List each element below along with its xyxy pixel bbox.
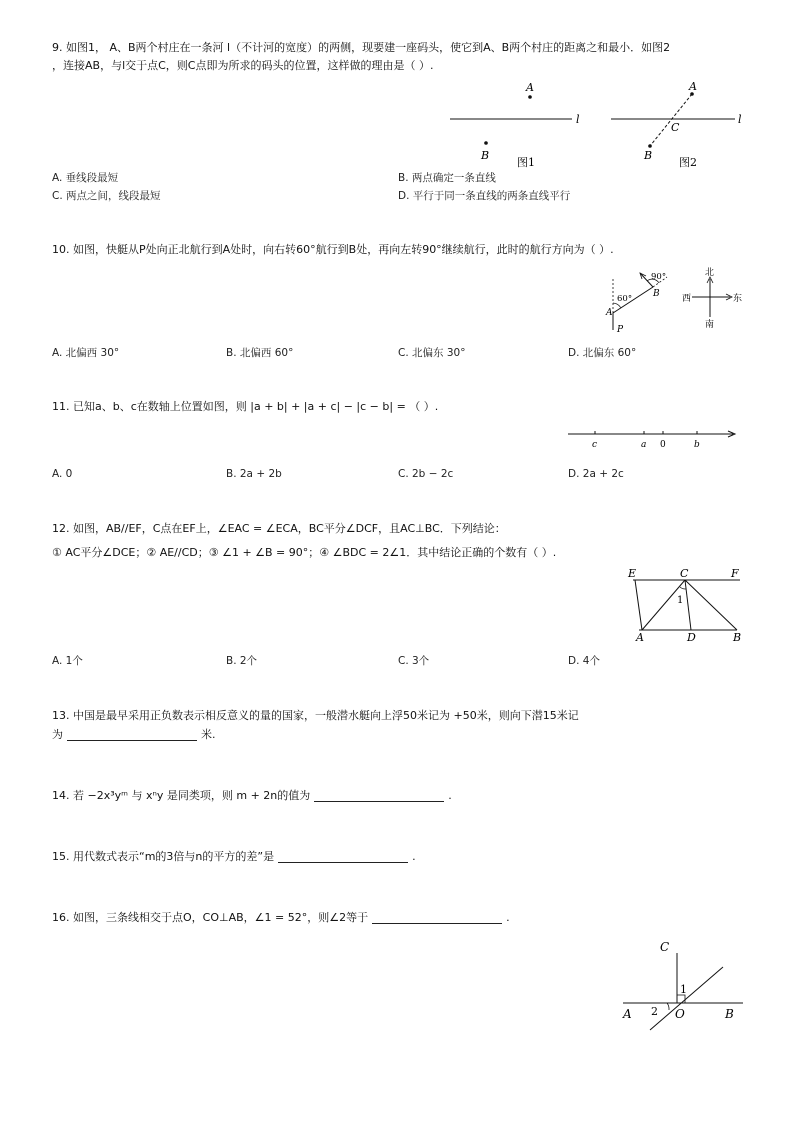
- q16-answer-blank[interactable]: [372, 911, 502, 924]
- q10-option-a: A. 北偏西 30°: [52, 347, 120, 359]
- q16-figure: [615, 935, 755, 1035]
- q9-option-b: B. 两点确定一条直线: [398, 172, 496, 184]
- compass-west: 西: [682, 294, 692, 304]
- fig1-caption: 图1: [517, 156, 535, 169]
- q16-label-a: A: [623, 1007, 632, 1021]
- q12-label-e: E: [628, 567, 637, 580]
- q12-label-d: D: [687, 631, 696, 644]
- q12-label-a: A: [636, 631, 644, 644]
- fig1-label-l: l: [576, 113, 580, 126]
- q14-answer-blank[interactable]: [314, 789, 444, 802]
- q14-end: .: [448, 789, 452, 802]
- q10-angle-60: 60°: [617, 294, 633, 304]
- q12-option-d: D. 4个: [568, 655, 600, 667]
- fig2-caption: 图2: [679, 156, 697, 169]
- q13-suffix: 米.: [201, 728, 216, 741]
- q11-text: 11. 已知a、b、c在数轴上位置如图，则 |a + b| + |a + c| − |c − b| = （ ）.: [52, 400, 439, 413]
- q11-number-line: [565, 425, 745, 455]
- q12-option-a: A. 1个: [52, 655, 83, 667]
- q16-end: .: [506, 911, 510, 924]
- q16-label-1: 1: [680, 983, 687, 996]
- q15-stem: 15. 用代数式表示“m的3倍与n的平方的差”是: [52, 850, 275, 863]
- q14-text: [52, 788, 452, 804]
- q13-text-line1: 13. 中国是最早采用正负数表示相反意义的量的国家，一般潜水艇向上浮50米记为 +50米，则向下潜15米记: [52, 709, 579, 722]
- q10-figure-compass: [680, 265, 750, 330]
- q13-prefix: 为: [52, 728, 63, 741]
- q13-text-line2: [52, 727, 216, 743]
- q16-label-c: C: [660, 940, 670, 954]
- numline-zero: 0: [660, 440, 666, 450]
- q10-label-a: A: [606, 308, 613, 318]
- q9-figure1: [440, 78, 590, 173]
- q13-answer-blank[interactable]: [67, 728, 197, 741]
- q9-figure2: [605, 78, 755, 173]
- q15-answer-blank[interactable]: [278, 850, 408, 863]
- q15-text: [52, 849, 416, 865]
- fig2-label-l: l: [738, 113, 742, 126]
- q10-label-p: P: [617, 325, 624, 335]
- q11-option-d: D. 2a + 2c: [568, 468, 624, 480]
- q12-figure: [625, 568, 750, 646]
- q10-figure-route: [595, 265, 675, 340]
- q9-option-a: A. 垂线段最短: [52, 172, 119, 184]
- q12-label-b: B: [733, 631, 742, 644]
- q11-option-c: C. 2b − 2c: [398, 468, 454, 480]
- q12-option-b: B. 2个: [226, 655, 258, 667]
- q9-option-d: D. 平行于同一条直线的两条直线平行: [398, 190, 571, 202]
- q10-label-b: B: [653, 289, 660, 299]
- fig2-label-b: B: [644, 149, 653, 162]
- q10-option-c: C. 北偏东 30°: [398, 347, 466, 359]
- numline-b: b: [694, 440, 700, 450]
- q9-text-line2: ，连接AB，与l交于点C，则C点即为所求的码头的位置，这样做的理由是（ ）.: [52, 59, 434, 72]
- q12-label-c: C: [680, 567, 689, 580]
- q10-angle-90: 90°: [651, 272, 667, 282]
- q12-option-c: C. 3个: [398, 655, 430, 667]
- q12-label-1: 1: [677, 595, 684, 606]
- q10-text: 10. 如图，快艇从P处向正北航行到A处时，向右转60°航行到B处，再向左转90°继续航行，此时的航行方向为（ ）.: [52, 243, 614, 256]
- q9-option-c: C. 两点之间，线段最短: [52, 190, 161, 202]
- q11-option-a: A. 0: [52, 468, 73, 480]
- q12-text-line2: ① AC平分∠DCE；② AE//CD；③ ∠1 + ∠B = 90°；④ ∠BDC = 2∠1．其中结论正确的个数有（ ）.: [52, 546, 557, 559]
- q16-label-2: 2: [651, 1005, 658, 1018]
- fig1-label-a: A: [526, 81, 534, 94]
- q16-text: [52, 910, 510, 926]
- q16-label-o: O: [675, 1007, 685, 1021]
- compass-north: 北: [705, 268, 715, 278]
- q16-label-b: B: [725, 1007, 734, 1021]
- q15-end: .: [412, 850, 416, 863]
- fig1-label-b: B: [481, 149, 490, 162]
- numline-c: c: [592, 440, 598, 450]
- fig2-label-c: C: [671, 121, 680, 134]
- q12-text-line1: 12. 如图，AB//EF，C点在EF上，∠EAC = ∠ECA，BC平分∠DCF，且AC⊥BC．下列结论：: [52, 522, 506, 535]
- q9-text-line1: 9. 如图1， A、B两个村庄在一条河 l（不计河的宽度）的两侧，现要建一座码头，使它到A、B两个村庄的距离之和最小．如图2: [52, 41, 671, 54]
- compass-south: 南: [705, 320, 715, 330]
- q14-stem: 14. 若 −2x³yᵐ 与 xⁿy 是同类项，则 m + 2n的值为: [52, 789, 311, 802]
- fig2-label-a: A: [689, 80, 697, 93]
- q10-option-b: B. 北偏西 60°: [226, 347, 294, 359]
- q16-stem: 16. 如图，三条线相交于点O，CO⊥AB，∠1 = 52°，则∠2等于: [52, 911, 369, 924]
- q10-option-d: D. 北偏东 60°: [568, 347, 637, 359]
- q11-option-b: B. 2a + 2b: [226, 468, 282, 480]
- numline-a: a: [641, 440, 647, 450]
- q12-label-f: F: [731, 567, 739, 580]
- compass-east: 东: [733, 294, 743, 304]
